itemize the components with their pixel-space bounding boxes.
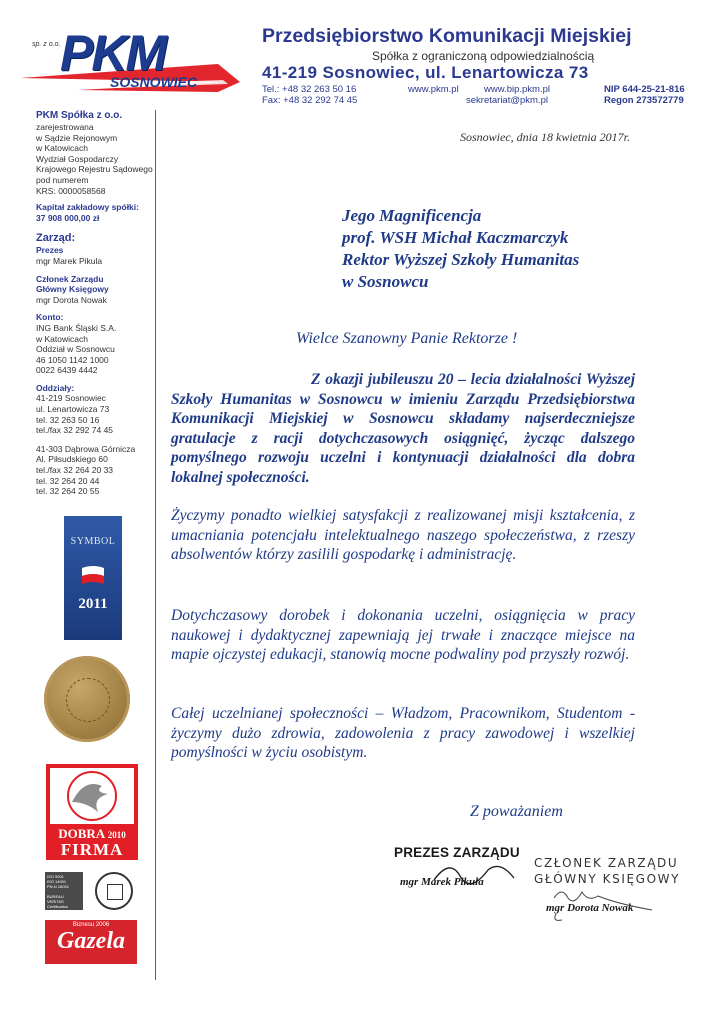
eagle-icon [50,768,134,824]
sidebar-company-info [36,110,154,497]
dobra-firma-emblem [50,768,134,824]
sidebar-branch1-line: 41-219 Sosnowiec [36,393,106,404]
header-email[interactable]: sekretariat@pkm.pl [466,95,548,106]
president-name: mgr Marek Pikuła [400,876,484,888]
sidebar-branch2-line: tel. 32 264 20 55 [36,486,100,497]
sidebar-registration-line: w Katowicach [36,143,88,154]
symbol-2011-badge [64,516,122,640]
letter-paragraph: Całej uczelnianej społeczności – Władzom, Pracownikom, Studentom - życzymy dużo zdrowia, zadowolenia z pracy zawodowej i wszelkiej pomyślności w życiu osobistym. [171,705,635,761]
gold-medal-icon [44,656,130,742]
member-stamp-line: GŁÓWNY KSIĘGOWY [534,872,681,886]
sidebar-branch2-line: tel./fax 32 264 20 33 [36,465,114,476]
sidebar-account-line: ING Bank Śląski S.A. [36,322,117,333]
header-fax: Fax: +48 32 292 74 45 [262,95,358,106]
sidebar-branch1-line: ul. Lenartowicza 73 [36,404,110,415]
sidebar-member-label: Członek Zarządu [36,273,104,284]
member-name: mgr Dorota Nowak [546,902,634,914]
badge-symbol-text: SYMBOL [70,536,116,547]
gazela-year: Biznesu 2006 [72,922,110,928]
sidebar-registration-line: Krajowego Rejestru Sądowego [36,164,153,175]
sidebar-capital-value: 37 908 000,00 zł [36,212,100,223]
bureau-veritas-seal-icon [95,872,133,910]
gazela-text: Gazela [57,928,125,954]
sidebar-account-title: Konto: [36,312,64,323]
dobra-year: 2010 [107,830,126,840]
dobra-firma-badge [46,764,138,860]
sidebar-divider [155,110,156,980]
recipient-line: w Sosnowcu [342,272,429,291]
letter-closing: Z poważaniem [470,803,563,820]
sidebar-account-line: 0022 6439 4442 [36,365,98,376]
badge-symbol-year: 2011 [78,596,108,612]
sidebar-branch2-line: tel. 32 264 20 44 [36,475,100,486]
company-name: Przedsiębiorstwo Komunikacji Miejskiej [262,25,632,47]
dobra-firma-word: FIRMA [60,840,124,859]
sidebar-account-line: Oddział w Sosnowcu [36,344,115,355]
gazela-biznesu-badge [45,920,137,964]
header-tel: Tel.: +48 32 263 50 16 [262,84,357,95]
sidebar-president-name: mgr Marek Pikula [36,255,103,266]
sidebar-company: PKM Spółka z o.o. [36,110,123,121]
sidebar-registration-line: w Sądzie Rejonowym [36,132,118,143]
sidebar-branch1-line: tel./fax 32 292 74 45 [36,425,114,436]
medal-emblem [66,678,110,722]
company-legal-form: Spółka z ograniczoną odpowiedzialnością [372,49,595,63]
sidebar-member-name: mgr Dorota Nowak [36,294,107,305]
company-address: 41-219 Sosnowiec, ul. Lenartowicza 73 [262,63,589,82]
letter-paragraph: Dotychczasowy dorobek i dokonania uczelni, osiągnięcia w pracy naukowej i dydaktycznej zapewniają jej trwałe i znaczące miejsce na mapie ojczystej edukacji, stanowią mocne podwaliny pod przyszły rozwój. [171,607,635,663]
header-bip[interactable]: www.bip.pkm.pl [484,84,550,95]
sidebar-branches-title: Oddziały: [36,382,75,393]
recipient-line: Rektor Wyższej Szkoły Humanitas [342,250,580,269]
header-regon: Regon 273572779 [604,95,684,106]
sidebar-member-label: Główny Księgowy [36,284,109,295]
president-stamp: PREZES ZARZĄDU [394,845,520,860]
sidebar-registration-line: Wydział Gospodarczy [36,153,119,164]
letter-recipient [342,205,579,293]
sidebar-branch1-line: tel. 32 263 50 16 [36,414,100,425]
member-stamp-line: CZŁONEK ZARZĄDU [534,856,679,870]
pkm-logo [18,26,243,96]
logo-city: SOSNOWIEC [110,74,198,90]
letter-paragraph: Życzymy ponadto wielkiej satysfakcji z realizowanej misji kształcenia, z umacniania potencjału intelektualnego naszego społeczeństwa, z rzeszy absolwentów którzy zasilili gospodarkę i administrację. [171,507,635,563]
sidebar-branch2-line: 41-303 Dąbrowa Górnicza [36,443,136,454]
flag-icon [80,564,106,588]
certification-badges [45,872,139,910]
logo-prefix: sp. z o.o. [32,41,61,48]
sidebar-capital-label: Kapitał zakładowy spółki: [36,202,139,213]
recipient-line: Jego Magnificencja [342,206,482,225]
sidebar-registration-line: pod numerem [36,174,89,185]
sidebar-account-line: w Katowicach [36,333,88,344]
sidebar-president-label: Prezes [36,245,64,256]
recipient-line: prof. WSH Michał Kaczmarczyk [342,228,569,247]
sidebar-registration-line: zarejestrowana [36,122,94,132]
letter-date: Sosnowiec, dnia 18 kwietnia 2017r. [460,130,630,144]
sidebar-registration-line: KRS: 0000058568 [36,185,106,196]
letter-salutation: Wielce Szanowny Panie Rektorze ! [296,330,518,347]
logo-text: PKM [60,25,166,81]
dobra-word: DOBRA [58,826,105,841]
sidebar-branch2-line: Al. Piłsudskiego 60 [36,454,108,465]
member-stamp [534,855,680,887]
header-www[interactable]: www.pkm.pl [408,84,459,95]
header-nip: NIP 644-25-21-816 [604,84,685,95]
sidebar-board-title: Zarząd: [36,232,76,245]
letter-paragraph: Z okazji jubileuszu 20 – lecia działalności Wyższej Szkoły Humanitas w Sosnowcu w imieniu Zarządu Przedsiębiorstwa Komunikacji Miejskiej w Sosnowcu składamy najserdeczniejsze gratulacje z racji dotychczasowych osiągnięć, życząc dalszego pomyślnego rozwoju uczelni i kontynuacji działalności dla dobra lokalnej społeczności. [171,371,635,486]
iso-certificate-badge: ISO 9001 ISO 14001 PN-N 18001 BUREAU VERITAS Certification [45,872,83,910]
sidebar-account-line: 46 1050 1142 1000 [36,354,109,365]
